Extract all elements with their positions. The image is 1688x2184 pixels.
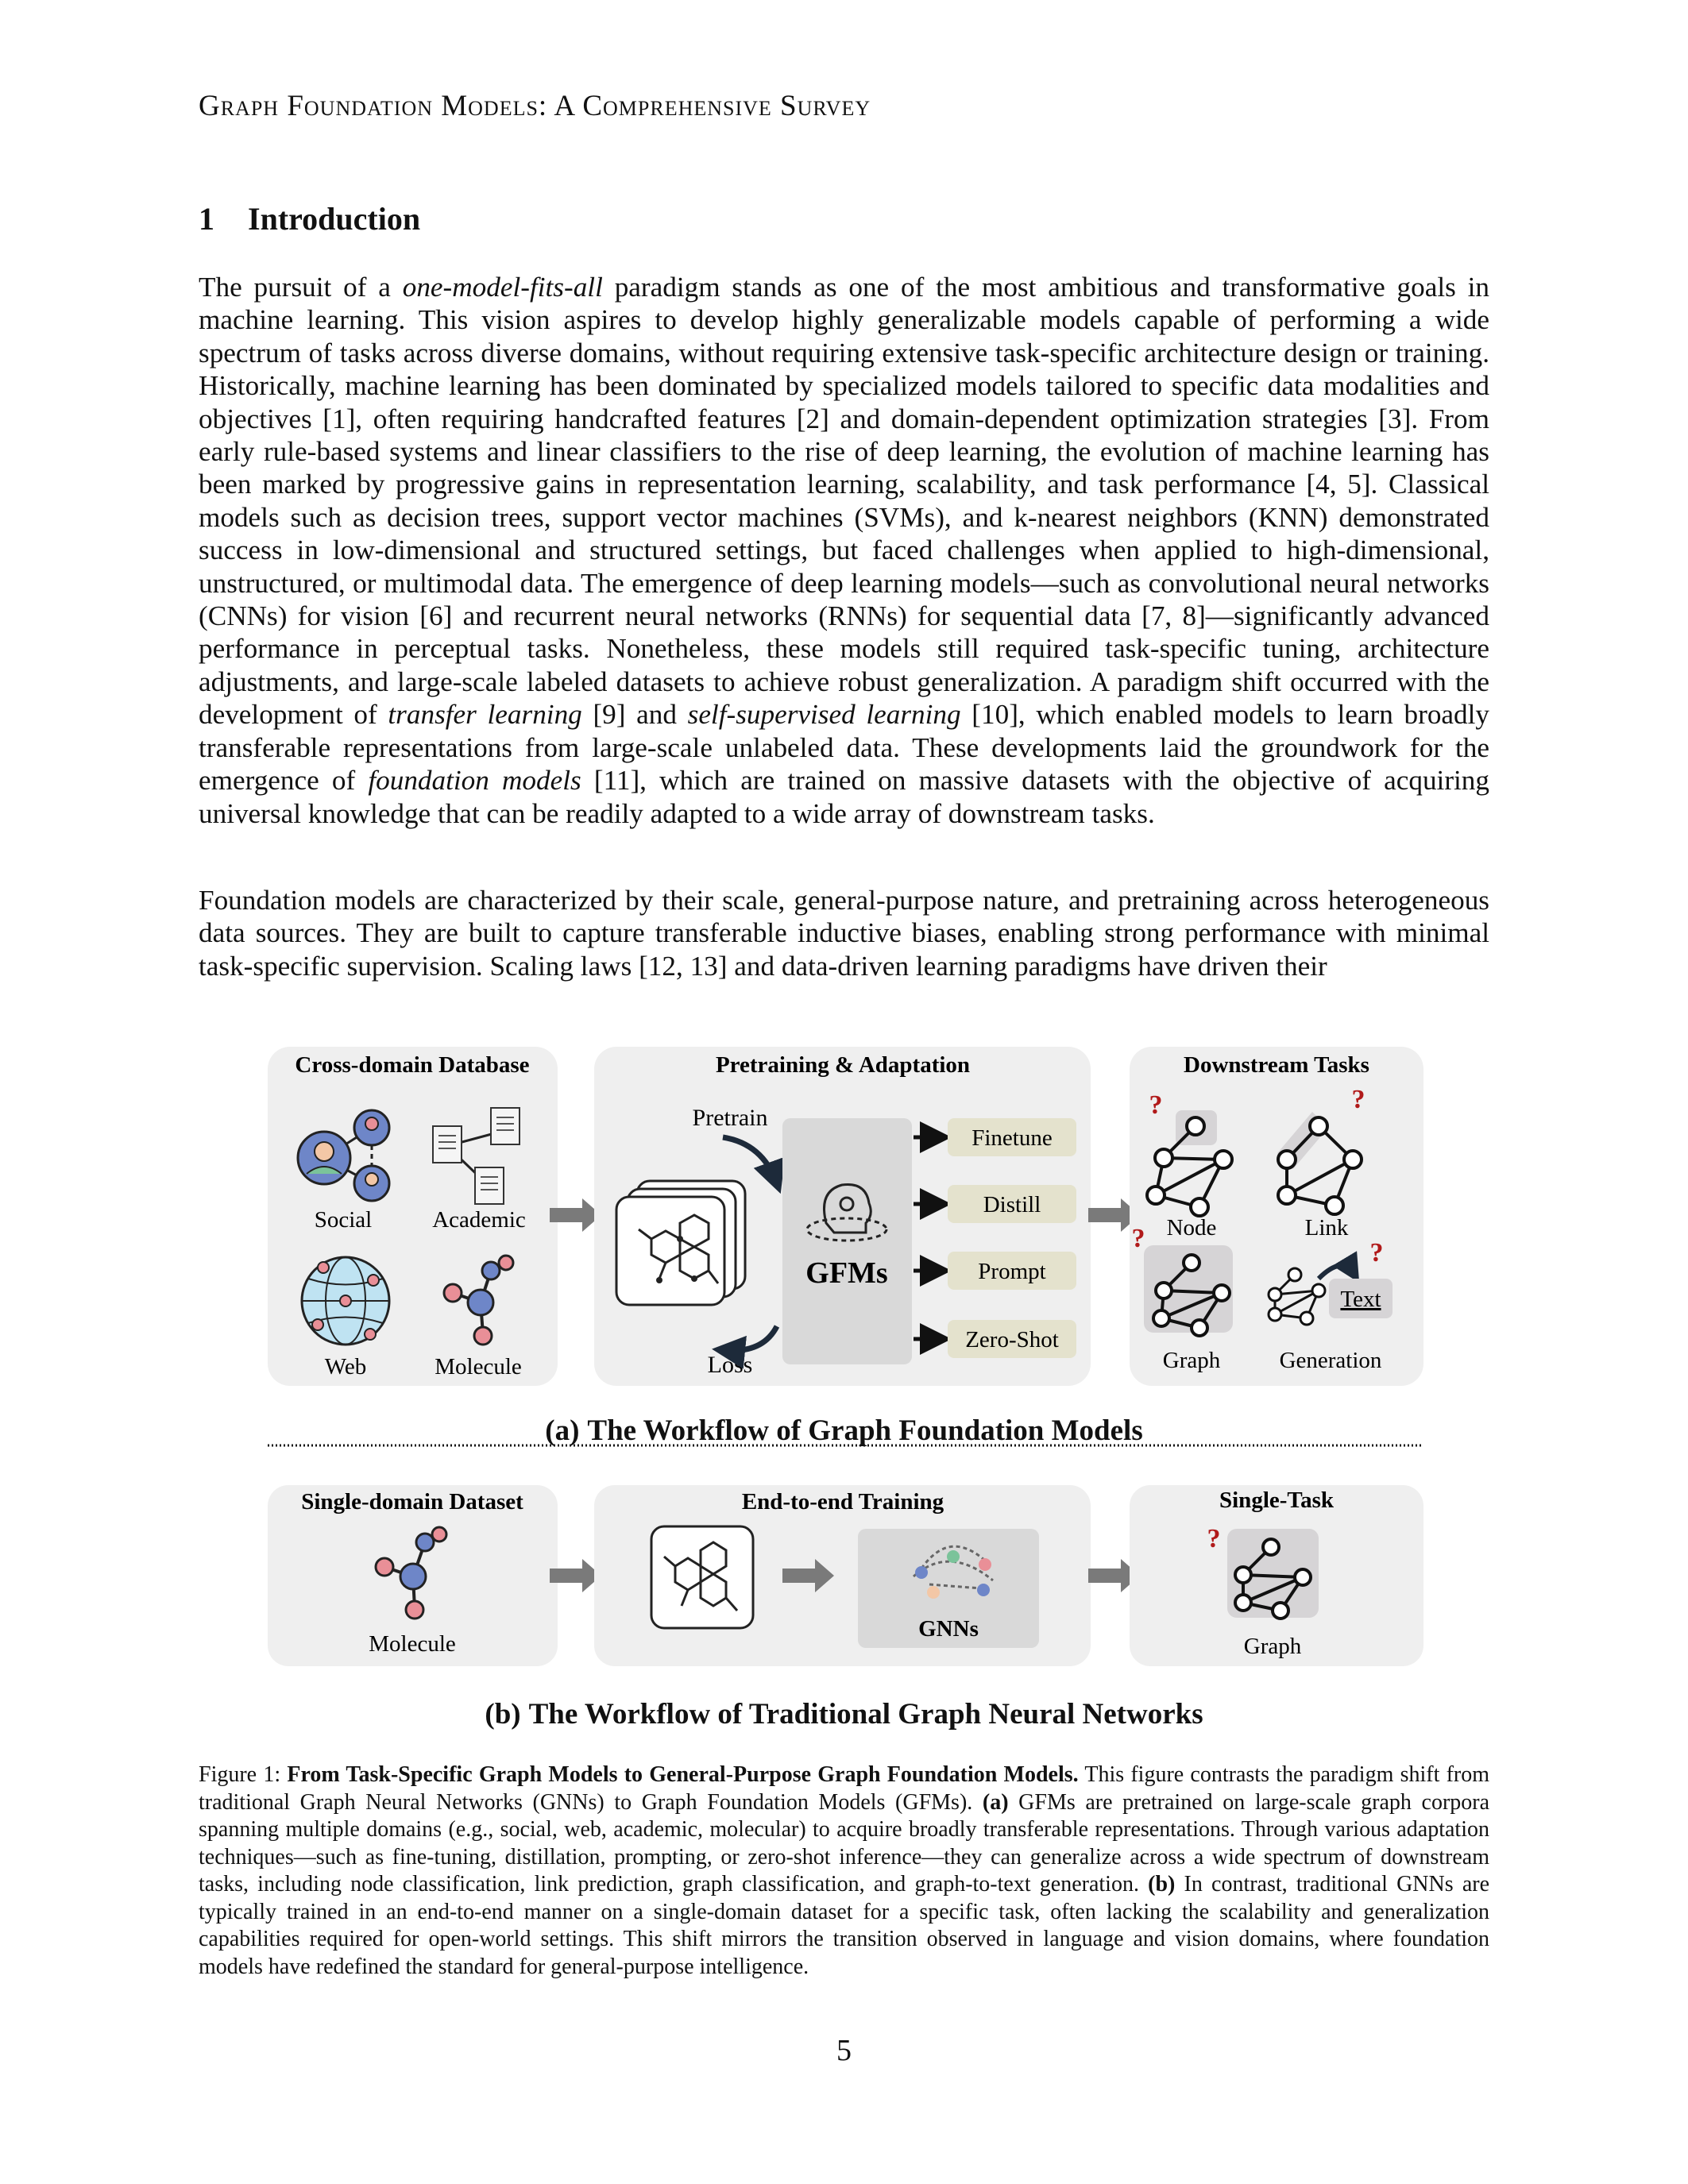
section-title: Introduction	[248, 201, 421, 237]
pretrain-label: Pretrain	[692, 1105, 768, 1131]
question-mark: ?	[1149, 1090, 1163, 1120]
paragraph-2: Foundation models are characterized by their scale, general-purpose nature, and pretraining across heterogeneous data sources. They are built to capture transferable inductive biases, enabling strong performance with minimal task-specific supervision. Scaling laws [12, 13] and data-driven learning paradigms have driven their	[199, 885, 1489, 982]
graph-data-card-icon	[651, 1526, 753, 1628]
single-task-graph-icon	[1227, 1529, 1319, 1619]
question-mark: ?	[1131, 1224, 1145, 1253]
question-mark: ?	[1351, 1085, 1365, 1114]
subcaption-a: (a) The Workflow of Graph Foundation Models	[545, 1414, 1143, 1447]
section-heading	[199, 200, 420, 237]
db-label-social: Social	[314, 1207, 373, 1233]
single-task-label: Graph	[1243, 1634, 1302, 1659]
task-label-generation: Generation	[1279, 1348, 1382, 1373]
figure-1	[262, 1044, 1430, 1739]
single-task-title: Single-Task	[1219, 1488, 1334, 1513]
running-title: Graph Foundation Models: A Comprehensive Survey	[199, 90, 871, 122]
subcaption-b: (b) The Workflow of Traditional Graph Neural Networks	[485, 1698, 1203, 1731]
graph-task-graph-icon	[1144, 1245, 1233, 1336]
gnn-label: GNNs	[918, 1616, 979, 1642]
adapt-distill: Distill	[983, 1192, 1041, 1217]
adapt-prompt: Prompt	[978, 1259, 1046, 1284]
figure-caption: Figure 1: From Task-Specific Graph Models to General-Purpose Graph Foundation Models. This figure contrasts the paradigm shift from traditional Graph Neural Networks (GNNs) to Graph Foundation Models (GFMs). (a) GFMs are pretrained on large-scale graph corpora spanning multiple domains (e.g., social, web, academic, molecular) to acquire broadly transferable representations. Through various adaptation techniques—such as fine-tuning, distillation, prompting, or zero-shot inference—they can generalize across a wide spectrum of downstream tasks, including node classification, link prediction, graph classification, and graph-to-text generation. (b) In contrast, traditional GNNs are typically trained in an end-to-end manner on a single-domain dataset for a specific task, often lacking the scalability and generalization capabilities required for open-world settings. This shift mirrors the transition observed in language and vision domains, where foundation models have redefined the standard for general-purpose intelligence.	[199, 1762, 1490, 1979]
gfm-label: GFMs	[805, 1256, 888, 1290]
tasks-title: Downstream Tasks	[1184, 1052, 1369, 1078]
paragraph-1: The pursuit of a one-model-fits-all paradigm stands as one of the most ambitious and transformative goals in machine learning. This vision aspires to develop highly generalizable models capable of performing a wide spectrum of tasks across diverse domains, without requiring extensive task-specific architecture design or training. Historically, machine learning has been dominated by specialized models tailored to specific data modalities and objectives [1], often requiring handcrafted features [2] and domain-dependent optimization strategies [3]. From early rule-based systems and linear classifiers to the rise of deep learning, the evolution of machine learning has been marked by progressive gains in representation learning, scalability, and task performance [4, 5]. Classical models such as decision trees, support vector machines (SVMs), and k-nearest neighbors (KNN) demonstrated success in low-dimensional and structured settings, but faced challenges when applied to high-dimensional, unstructured, or multimodal data. The emergence of deep learning models—such as convolutional neural networks (CNNs) for vision [6] and recurrent neural networks (RNNs) for sequential data [7, 8]—significantly advanced performance in perceptual tasks. Nonetheless, these models still required task-specific tuning, architecture adjustments, and large-scale labeled datasets to achieve robust generalization. A paradigm shift occurred with the development of transfer learning [9] and self-supervised learning [10], which enabled models to learn broadly transferable representations from large-scale unlabeled data. These developments laid the groundwork for the emergence of foundation models [11], which are trained on massive datasets with the objective of acquiring universal knowledge that can be readily adapted to a wide array of downstream tasks.	[199, 272, 1490, 829]
question-mark: ?	[1369, 1238, 1384, 1268]
dataset-label: Molecule	[369, 1631, 456, 1657]
task-label-link: Link	[1304, 1215, 1349, 1241]
question-mark: ?	[1207, 1524, 1221, 1553]
page-number: 5	[836, 2034, 852, 2067]
gfm-model-box	[782, 1118, 912, 1364]
task-label-node: Node	[1166, 1215, 1217, 1241]
adapt-finetune: Finetune	[971, 1125, 1053, 1151]
task-label-graph: Graph	[1162, 1348, 1221, 1373]
db-label-molecule: Molecule	[435, 1354, 522, 1379]
graph-data-cards-icon	[616, 1181, 745, 1305]
generation-text-box: Text	[1340, 1287, 1381, 1312]
db-label-academic: Academic	[432, 1207, 526, 1233]
adapt-zeroshot: Zero-Shot	[965, 1327, 1059, 1352]
training-title: End-to-end Training	[741, 1489, 944, 1515]
dataset-title: Single-domain Dataset	[301, 1489, 523, 1515]
pretraining-title: Pretraining & Adaptation	[715, 1052, 971, 1078]
loss-label: Loss	[707, 1352, 753, 1378]
database-title: Cross-domain Database	[295, 1052, 530, 1078]
web-icon	[302, 1257, 389, 1345]
db-label-web: Web	[324, 1354, 367, 1379]
section-number: 1	[199, 201, 214, 237]
